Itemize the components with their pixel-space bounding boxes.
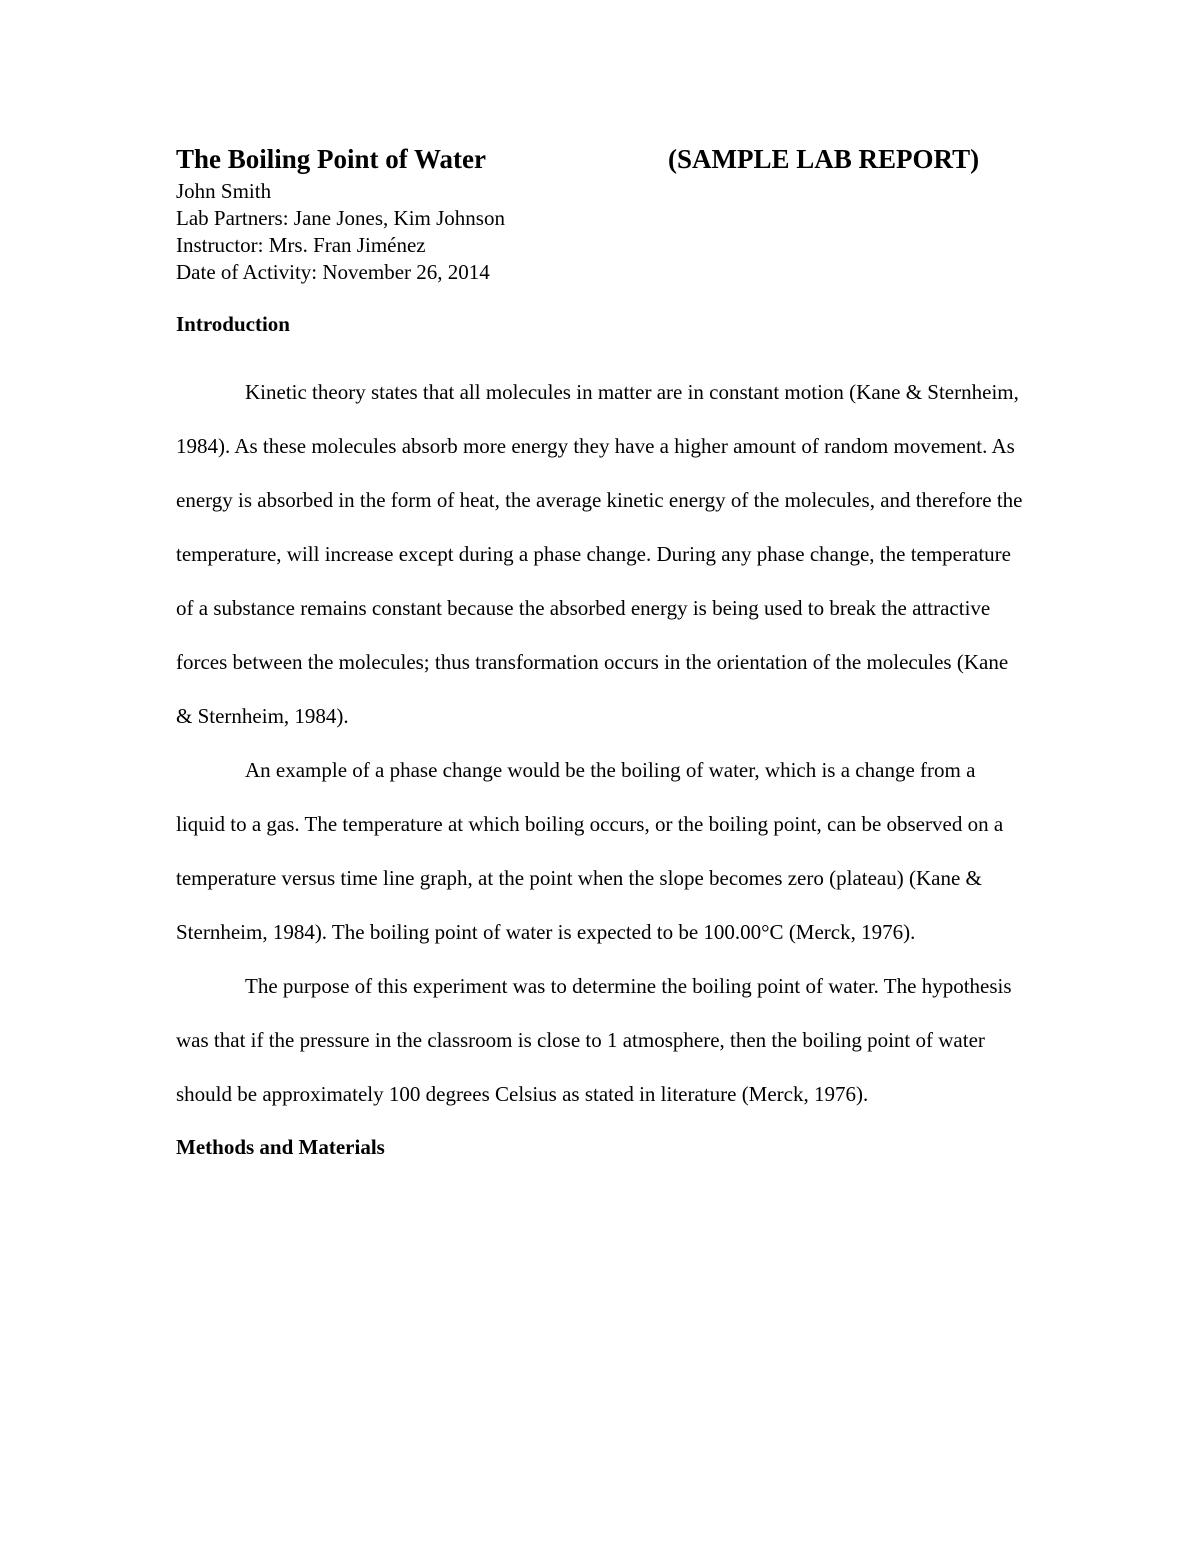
document-content (176, 140, 1028, 1161)
title-row (176, 140, 1028, 178)
lab-partners: Lab Partners: Jane Jones, Kim Johnson (176, 206, 505, 230)
paragraph-text: Kinetic theory states that all molecules in matter are in constant motion (Kane & Sternheim, 1984). As these molecules absorb more energy they have a higher amount of random movement. As energy is absorbed in the form of heat, the average kinetic energy of the molecules, and therefore the temperature, will increase except during a phase change. During any phase change, the temperature of a substance remains constant because the absorbed energy is being used to break the attractive forces between the molecules; thus transformation occurs in the orientation of the molecules (Kane & Sternheim, 1984). (176, 380, 1023, 728)
author-name: John Smith (176, 179, 272, 203)
activity-date: Date of Activity: November 26, 2014 (176, 260, 490, 284)
introduction-paragraph-3 (176, 959, 1028, 1121)
introduction-heading: Introduction (176, 312, 290, 336)
introduction-paragraph-1 (176, 365, 1028, 743)
instructor: Instructor: Mrs. Fran Jiménez (176, 233, 426, 257)
paragraph-text: The purpose of this experiment was to determine the boiling point of water. The hypothesis was that if the pressure in the classroom is close to 1 atmosphere, then the boiling point of water should be approximately 100 degrees Celsius as stated in literature (Merck, 1976). (176, 974, 1012, 1106)
methods-heading: Methods and Materials (176, 1135, 385, 1159)
report-label: (SAMPLE LAB REPORT) (668, 144, 980, 174)
paragraph-text: An example of a phase change would be the boiling of water, which is a change from a liquid to a gas. The temperature at which boiling occurs, or the boiling point, can be observed on a temperature versus time line graph, at the point when the slope becomes zero (plateau) (Kane & Sternheim, 1984). The boiling point of water is expected to be 100.00°C (Merck, 1976). (176, 758, 1004, 944)
report-title: The Boiling Point of Water (176, 144, 487, 174)
report-metadata (176, 178, 1028, 286)
introduction-paragraph-2 (176, 743, 1028, 959)
